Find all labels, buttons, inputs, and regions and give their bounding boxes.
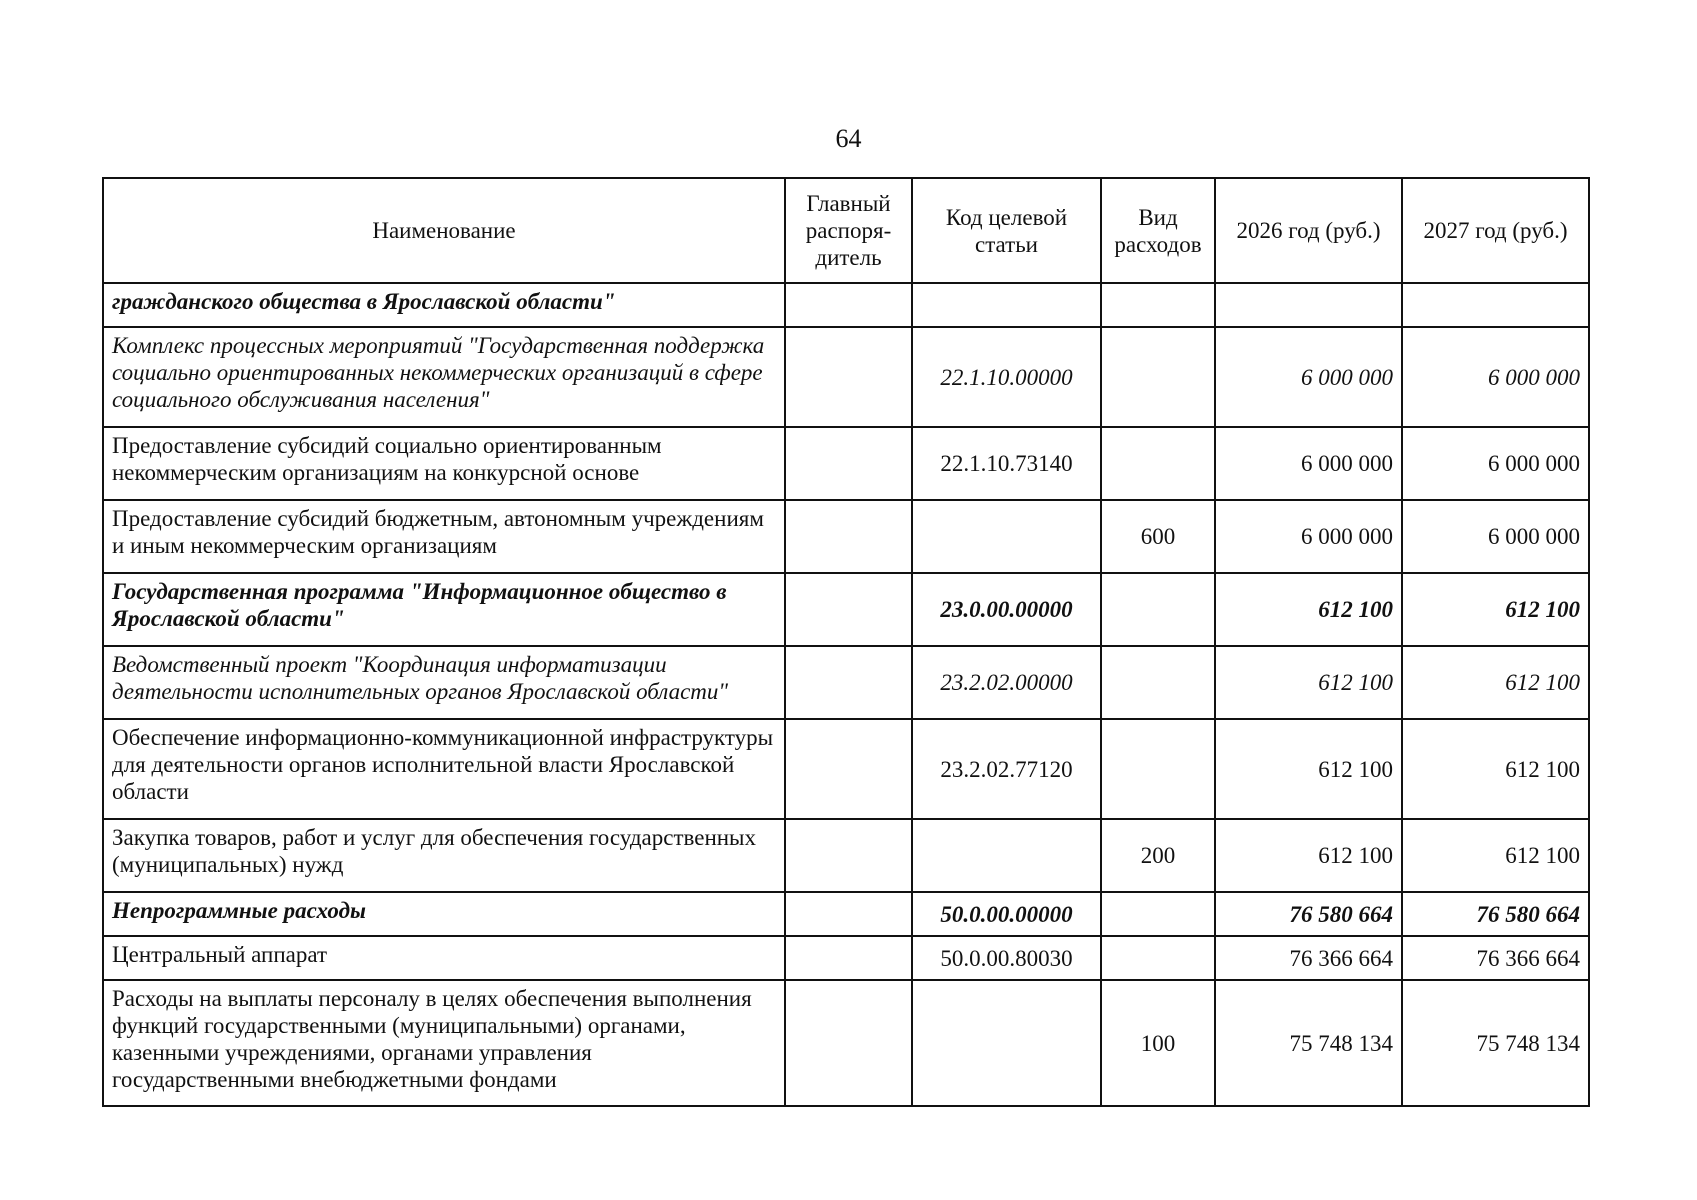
cell-code: 22.1.10.73140	[912, 427, 1101, 500]
cell-vid	[1101, 936, 1215, 980]
cell-name: Государственная программа "Информационное общество в Ярославской области"	[103, 573, 785, 646]
cell-2027: 6 000 000	[1402, 427, 1589, 500]
cell-2027: 75 748 134	[1402, 980, 1589, 1106]
cell-admin	[785, 500, 912, 573]
table-row	[103, 892, 1589, 936]
cell-2026: 6 000 000	[1215, 500, 1402, 573]
cell-code: 23.2.02.00000	[912, 646, 1101, 719]
cell-code	[912, 980, 1101, 1106]
cell-2026: 76 580 664	[1215, 892, 1402, 936]
cell-name: Центральный аппарат	[103, 936, 785, 980]
cell-admin	[785, 980, 912, 1106]
cell-2026: 612 100	[1215, 573, 1402, 646]
table-row	[103, 500, 1589, 573]
cell-2026	[1215, 283, 1402, 327]
cell-2027: 612 100	[1402, 646, 1589, 719]
table-row	[103, 283, 1589, 327]
header-2027: 2027 год (руб.)	[1402, 178, 1589, 283]
cell-name: Ведомственный проект "Координация информатизации деятельности исполнительных органов Ярославской области"	[103, 646, 785, 719]
table-row	[103, 327, 1589, 427]
cell-2027: 76 366 664	[1402, 936, 1589, 980]
cell-vid	[1101, 573, 1215, 646]
header-admin: Главный распоря-дитель	[785, 178, 912, 283]
cell-name: Непрограммные расходы	[103, 892, 785, 936]
cell-name: гражданского общества в Ярославской области"	[103, 283, 785, 327]
cell-code: 50.0.00.00000	[912, 892, 1101, 936]
cell-code: 22.1.10.00000	[912, 327, 1101, 427]
header-code: Код целевой статьи	[912, 178, 1101, 283]
table-row	[103, 819, 1589, 892]
page-number: 64	[835, 124, 862, 153]
cell-name: Обеспечение информационно-коммуникационной инфраструктуры для деятельности органов исполнительной власти Ярославской области	[103, 719, 785, 819]
table-row	[103, 936, 1589, 980]
table-body	[103, 283, 1589, 1106]
budget-table	[102, 177, 1590, 1107]
header-2026: 2026 год (руб.)	[1215, 178, 1402, 283]
cell-admin	[785, 719, 912, 819]
cell-vid: 600	[1101, 500, 1215, 573]
table-header-row	[103, 178, 1589, 283]
cell-2026: 6 000 000	[1215, 327, 1402, 427]
cell-name: Комплекс процессных мероприятий "Государственная поддержка социально ориентированных некоммерческих организаций в сфере социального обслуживания населения"	[103, 327, 785, 427]
table-row	[103, 719, 1589, 819]
cell-admin	[785, 936, 912, 980]
cell-2026: 75 748 134	[1215, 980, 1402, 1106]
cell-2027: 612 100	[1402, 819, 1589, 892]
cell-2027: 6 000 000	[1402, 327, 1589, 427]
cell-code: 50.0.00.80030	[912, 936, 1101, 980]
cell-2027	[1402, 283, 1589, 327]
header-vid: Вид расходов	[1101, 178, 1215, 283]
cell-2026: 612 100	[1215, 719, 1402, 819]
header-name: Наименование	[103, 178, 785, 283]
cell-2026: 76 366 664	[1215, 936, 1402, 980]
cell-code	[912, 283, 1101, 327]
cell-name: Закупка товаров, работ и услуг для обеспечения государственных (муниципальных) нужд	[103, 819, 785, 892]
cell-2026: 612 100	[1215, 819, 1402, 892]
cell-admin	[785, 327, 912, 427]
table-row	[103, 427, 1589, 500]
cell-vid	[1101, 327, 1215, 427]
cell-admin	[785, 283, 912, 327]
cell-admin	[785, 573, 912, 646]
cell-2027: 612 100	[1402, 719, 1589, 819]
table-row	[103, 646, 1589, 719]
cell-admin	[785, 819, 912, 892]
cell-2027: 6 000 000	[1402, 500, 1589, 573]
cell-2026: 612 100	[1215, 646, 1402, 719]
cell-2026: 6 000 000	[1215, 427, 1402, 500]
table-row	[103, 573, 1589, 646]
cell-code	[912, 819, 1101, 892]
cell-vid	[1101, 283, 1215, 327]
cell-name: Расходы на выплаты персоналу в целях обеспечения выполнения функций государственными (муниципальными) органами, казенными учреждениями, органами управления государственными внебюджетными фондами	[103, 980, 785, 1106]
table-row	[103, 980, 1589, 1106]
cell-admin	[785, 646, 912, 719]
cell-vid	[1101, 646, 1215, 719]
cell-code: 23.0.00.00000	[912, 573, 1101, 646]
cell-vid: 200	[1101, 819, 1215, 892]
cell-vid	[1101, 892, 1215, 936]
cell-vid	[1101, 719, 1215, 819]
cell-name: Предоставление субсидий социально ориентированным некоммерческим организациям на конкурсной основе	[103, 427, 785, 500]
cell-vid	[1101, 427, 1215, 500]
cell-2027: 612 100	[1402, 573, 1589, 646]
cell-code: 23.2.02.77120	[912, 719, 1101, 819]
cell-admin	[785, 427, 912, 500]
cell-admin	[785, 892, 912, 936]
cell-2027: 76 580 664	[1402, 892, 1589, 936]
cell-name: Предоставление субсидий бюджетным, автономным учреждениям и иным некоммерческим организациям	[103, 500, 785, 573]
cell-code	[912, 500, 1101, 573]
cell-vid: 100	[1101, 980, 1215, 1106]
